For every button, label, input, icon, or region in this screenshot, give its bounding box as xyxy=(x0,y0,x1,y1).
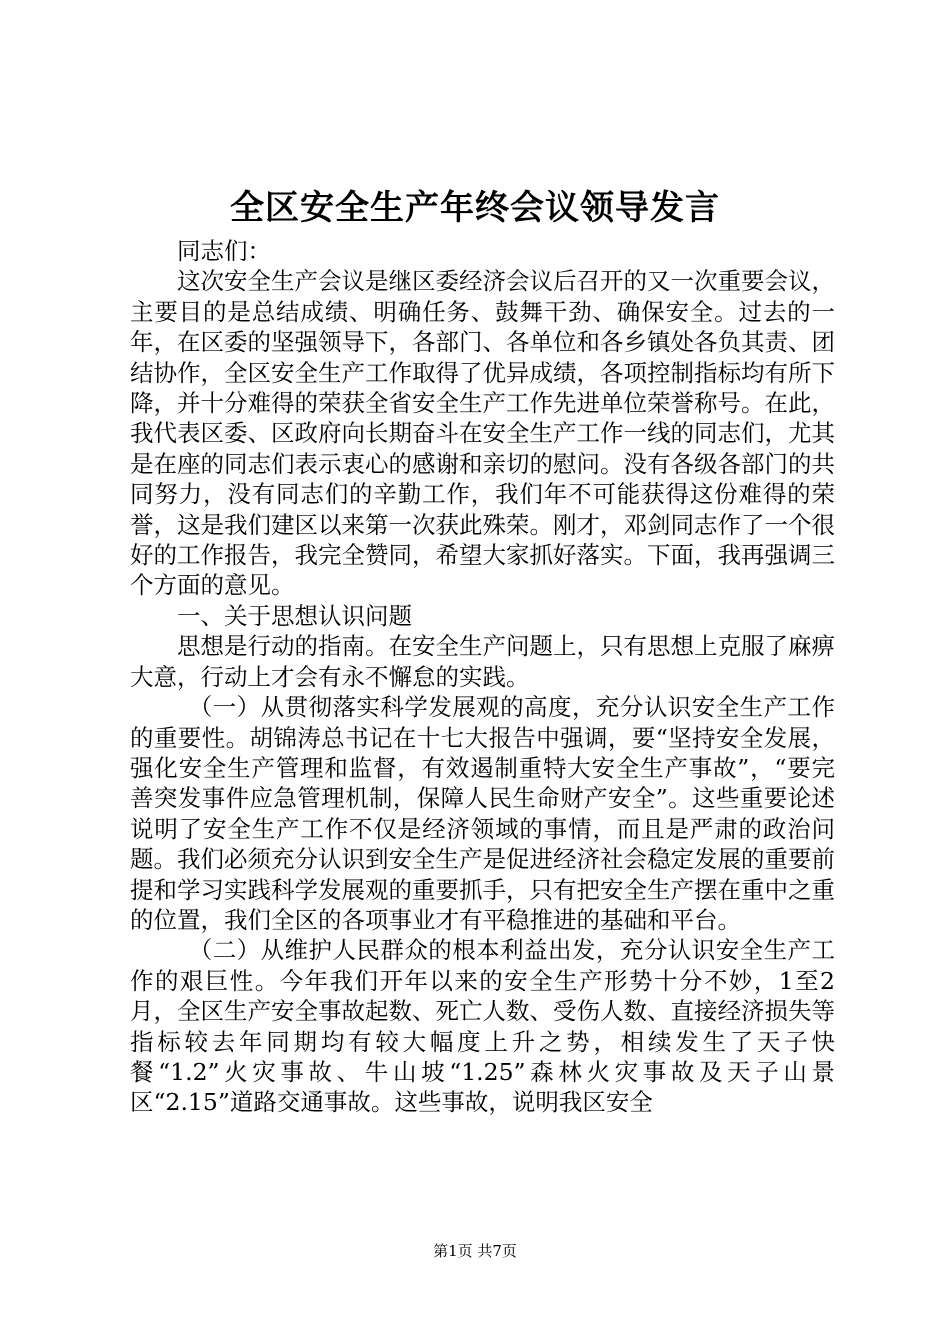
opening-paragraph: 这次安全生产会议是继区委经济会议后召开的又一次重要会议，主要目的是总结成绩、明确任务、鼓舞干劲、确保安全。过去的一年，在区委的坚强领导下，各部门、各单位和各乡镇处各负其责、团结协作，全区安全生产工作取得了优异成绩，各项控制指标均有所下降，并十分难得的荣获全省安全生产工作先进单位荣誉称号。在此，我代表区委、区政府向长期奋斗在安全生产工作一线的同志们，尤其是在座的同志们表示衷心的感谢和亲切的慰问。没有各级各部门的共同努力，没有同志们的辛勤工作，我们年不可能获得这份难得的荣誉，这是我们建区以来第一次获此殊荣。刚才，邓剑同志作了一个很好的工作报告，我完全赞同，希望大家抓好落实。下面，我再强调三个方面的意见。 xyxy=(130,267,835,600)
section-heading: 一、关于思想认识问题 xyxy=(177,601,412,630)
salutation-paragraph: 同志们： xyxy=(177,237,271,265)
document-body xyxy=(130,236,835,1118)
page-number-footer: 第1页 共7页 xyxy=(433,1242,517,1260)
subsection-paragraph-2: （二）从维护人民群众的根本利益出发，充分认识安全生产工作的艰巨性。今年我们开年以来的安全生产形势十分不妙，1至2月，全区生产安全事故起数、死亡人数、受伤人数、直接经济损失等指标较去年同期均有较大幅度上升之势，相续发生了天子快餐“1.2”火灾事故、牛山坡“1.25”森林火灾事故及天子山景区“2.15”道路交通事故。这些事故，说明我区安全 xyxy=(130,936,835,1117)
document-title: 全区安全生产年终会议领导发言 xyxy=(230,188,720,228)
body-paragraph: 思想是行动的指南。在安全生产问题上，只有思想上克服了麻痹大意，行动上才会有永不懈怠的实践。 xyxy=(130,632,835,691)
subsection-paragraph-1: （一）从贯彻落实科学发展观的高度，充分认识安全生产工作的重要性。胡锦涛总书记在十七大报告中强调，要“坚持安全发展，强化安全生产管理和监督，有效遏制重特大安全生产事故”，“要完善突发事件应急管理机制，保障人民生命财产安全”。这些重要论述说明了安全生产工作不仅是经济领域的事情，而且是严肃的政治问题。我们必须充分认识到安全生产是促进经济社会稳定发展的重要前提和学习实践科学发展观的重要抓手，只有把安全生产摆在重中之重的位置，我们全区的各项事业才有平稳推进的基础和平台。 xyxy=(130,693,835,934)
